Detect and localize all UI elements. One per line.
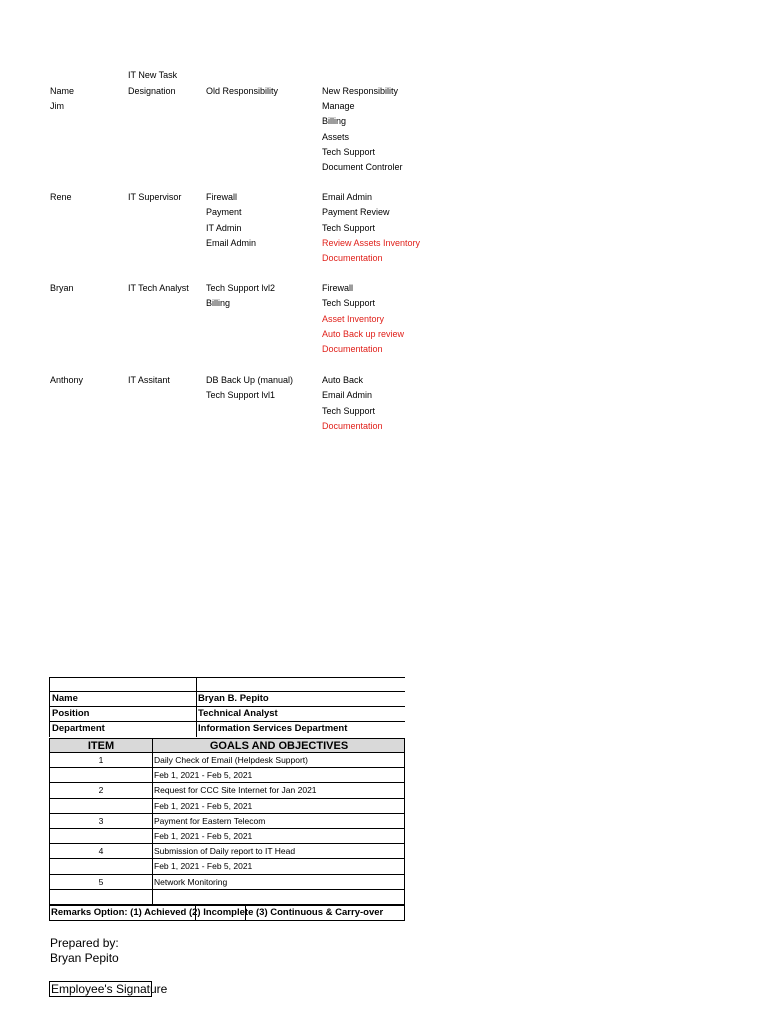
col-goals-header: GOALS AND OBJECTIVES — [209, 740, 349, 752]
new-responsibility-item: Documentation — [322, 344, 383, 355]
goal-row — [50, 875, 404, 890]
prepared-by-label: Prepared by: — [50, 936, 119, 950]
staff-name: Rene — [50, 192, 72, 202]
goals-table — [49, 738, 405, 905]
goal-row — [50, 753, 404, 768]
staff-name: Anthony — [50, 375, 84, 385]
name-value: Bryan B. Pepito — [198, 693, 269, 704]
header-new-responsibility: New Responsibility — [322, 86, 399, 96]
header-old-responsibility: Old Responsibility — [206, 86, 279, 96]
new-responsibility-item: Assets — [322, 131, 350, 142]
old-responsibility-item: Tech Support lvl2 — [206, 283, 276, 293]
old-responsibility-item: Email Admin — [206, 237, 257, 248]
remarks-text: Remarks Option: (1) Achieved (2) Incomplete (3) Continuous & Carry-over — [51, 907, 384, 918]
goal-item-number — [50, 890, 153, 904]
new-responsibility-item: Payment Review — [322, 207, 390, 218]
goal-row — [50, 783, 404, 798]
goal-item-number: 3 — [50, 814, 153, 828]
new-responsibility-item: Tech Support — [322, 405, 376, 416]
goal-row — [50, 890, 404, 905]
blank-header-row — [49, 677, 405, 692]
col-item-header: ITEM — [50, 739, 153, 752]
remarks-options — [49, 905, 405, 921]
department-row — [49, 722, 405, 737]
department-value: Information Services Department — [198, 723, 348, 734]
old-responsibility-item: Tech Support lvl1 — [206, 390, 276, 401]
old-responsibility-item: Firewall — [206, 192, 238, 202]
position-value: Technical Analyst — [198, 708, 278, 719]
new-responsibility-item: Document Controler — [322, 162, 403, 173]
position-row — [49, 707, 405, 722]
goal-item-number: 4 — [50, 844, 153, 858]
new-responsibility-item: Firewall — [322, 283, 354, 293]
goal-item-text: Feb 1, 2021 - Feb 5, 2021 — [154, 830, 253, 841]
new-responsibility-item: Documentation — [322, 253, 383, 264]
employee-info-block — [49, 677, 405, 737]
new-responsibility-item: Billing — [322, 116, 347, 127]
goal-row — [50, 814, 404, 829]
new-responsibility-item: Email Admin — [322, 192, 373, 202]
new-responsibility-item: Tech Support — [322, 222, 376, 233]
name-row — [49, 692, 405, 707]
goal-item-text: Feb 1, 2021 - Feb 5, 2021 — [154, 770, 253, 781]
goal-row — [50, 844, 404, 859]
goal-item-text: Feb 1, 2021 - Feb 5, 2021 — [154, 861, 253, 872]
employee-signature-label: Employee's Signature — [51, 982, 168, 996]
old-responsibility-item: IT Admin — [206, 222, 242, 233]
staff-designation: IT Assitant — [128, 375, 170, 385]
new-responsibility-item: Documentation — [322, 420, 383, 431]
goal-row — [50, 799, 404, 814]
goal-row — [50, 768, 404, 783]
new-responsibility-item: Tech Support — [322, 298, 376, 309]
goal-item-text: Feb 1, 2021 - Feb 5, 2021 — [154, 800, 253, 811]
old-responsibility-item: Billing — [206, 298, 231, 309]
position-label: Position — [52, 708, 90, 719]
header-designation-line1: IT New Task — [128, 70, 178, 80]
header-name: Name — [50, 86, 75, 96]
goals-table-header — [50, 738, 404, 753]
goal-item-text: Payment for Eastern Telecom — [154, 815, 266, 826]
old-responsibility-item: DB Back Up (manual) — [206, 375, 294, 385]
new-responsibility-item: Review Assets Inventory — [322, 237, 421, 248]
new-responsibility-item: Email Admin — [322, 390, 373, 401]
goal-item-number — [50, 859, 153, 873]
name-label: Name — [52, 693, 78, 704]
new-responsibility-item: Tech Support — [322, 146, 376, 157]
goal-item-number — [50, 768, 153, 782]
goal-row — [50, 859, 404, 874]
goal-item-text: Submission of Daily report to IT Head — [154, 846, 296, 857]
prepared-by-name: Bryan Pepito — [50, 951, 119, 965]
goal-item-number: 2 — [50, 783, 153, 797]
new-responsibility-item: Manage — [322, 101, 355, 111]
old-responsibility-item: Payment — [206, 207, 242, 218]
goal-item-text: Network Monitoring — [154, 876, 228, 887]
goal-item-text: Daily Check of Email (Helpdesk Support) — [154, 755, 309, 765]
department-label: Department — [52, 723, 105, 734]
new-responsibility-item: Auto Back up review — [322, 328, 405, 339]
staff-designation: IT Supervisor — [128, 192, 182, 202]
staff-name: Bryan — [50, 283, 74, 293]
staff-name: Jim — [50, 101, 64, 111]
goal-item-text: Request for CCC Site Internet for Jan 2021 — [154, 785, 317, 796]
prepared-by-block — [50, 936, 119, 966]
new-responsibility-item: Auto Back — [322, 375, 364, 385]
goal-item-number: 1 — [50, 753, 153, 767]
new-responsibility-item: Asset Inventory — [322, 313, 385, 324]
goal-item-number: 5 — [50, 875, 153, 889]
goal-row — [50, 829, 404, 844]
responsibility-sheet — [0, 0, 768, 460]
header-designation-line2: Designation — [128, 86, 176, 96]
goal-item-number — [50, 829, 153, 843]
goal-item-number — [50, 799, 153, 813]
staff-designation: IT Tech Analyst — [128, 283, 189, 293]
